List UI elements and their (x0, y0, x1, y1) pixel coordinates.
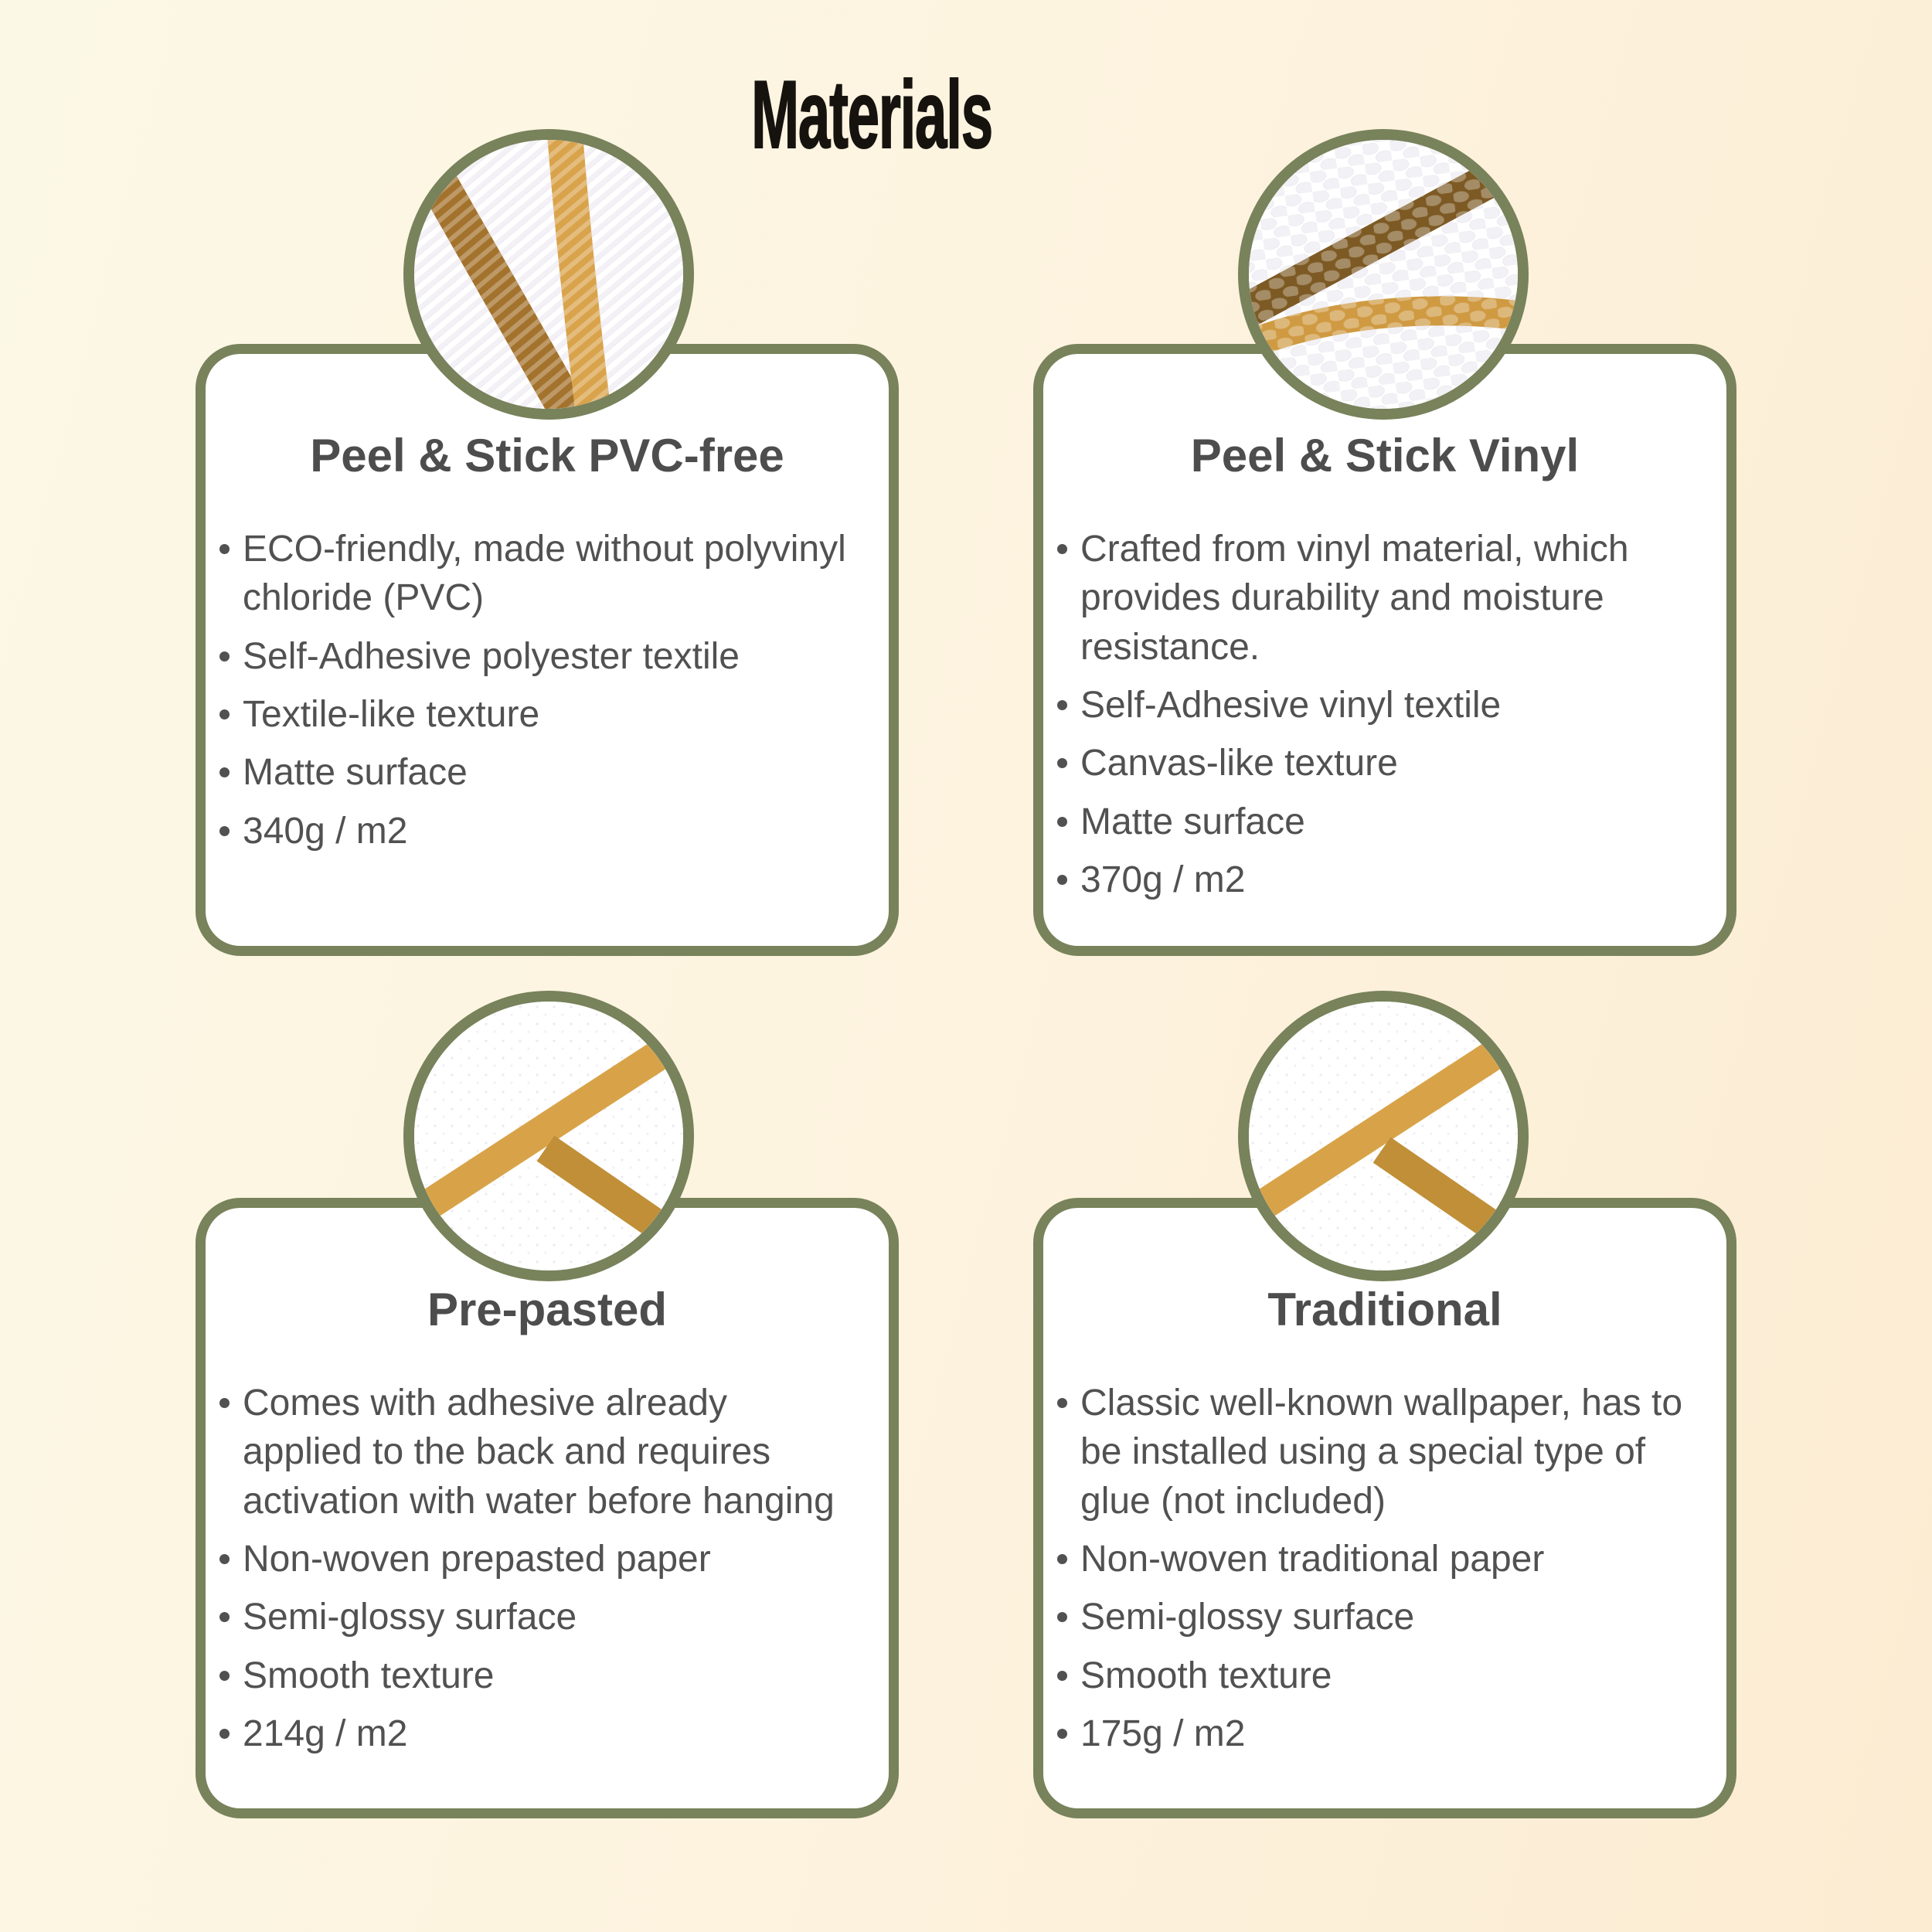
bullet-item: Matte surface (1080, 798, 1688, 846)
bullet-item: 175g / m2 (1080, 1709, 1688, 1758)
card-title-peel-stick-pvc-free: Peel & Stick PVC-free (310, 430, 784, 481)
bullet-list-pre-pasted (206, 1379, 889, 1759)
canvas-vinyl-graphic (1249, 140, 1518, 409)
swatch-smooth-paper-image-2 (1238, 991, 1529, 1281)
smooth-paper-graphic (414, 1002, 683, 1270)
bullet-item: Smooth texture (1080, 1651, 1688, 1700)
bullet-item: Smooth texture (243, 1651, 850, 1700)
card-peel-stick-pvc-free (196, 344, 899, 956)
woven-textile-graphic (414, 140, 683, 409)
bullet-item: Classic well-known wallpaper, has to be installed using a special type of glue (not included) (1080, 1379, 1688, 1526)
bullet-item: Self-Adhesive vinyl textile (1080, 681, 1688, 730)
bullet-item: Semi-glossy surface (243, 1593, 850, 1641)
bullet-item: Comes with adhesive already applied to the back and requires activation with water before hanging (243, 1379, 850, 1526)
card-traditional (1033, 1198, 1736, 1818)
swatch-woven-textile-image (403, 129, 694, 420)
card-title-pre-pasted: Pre-pasted (427, 1284, 668, 1335)
swatch-canvas-vinyl-image (1238, 129, 1529, 420)
swatch-smooth-paper-image (403, 991, 694, 1281)
bullet-item: Semi-glossy surface (1080, 1593, 1688, 1641)
bullet-item: Matte surface (243, 748, 850, 797)
card-pre-pasted (196, 1198, 899, 1818)
bullet-item: ECO-friendly, made without polyvinyl chloride (PVC) (243, 525, 850, 623)
page-title: Materials (751, 62, 992, 168)
bullet-item: 340g / m2 (243, 807, 850, 855)
bullet-item: 370g / m2 (1080, 855, 1688, 904)
card-title-peel-stick-vinyl: Peel & Stick Vinyl (1190, 430, 1580, 481)
bullet-item: Non-woven prepasted paper (243, 1535, 850, 1583)
bullet-item: Textile-like texture (243, 690, 850, 739)
bullet-item: Crafted from vinyl material, which provides durability and moisture resistance. (1080, 525, 1688, 672)
bullet-list-traditional (1043, 1379, 1726, 1759)
bullet-item: Canvas-like texture (1080, 739, 1688, 787)
bullet-list-peel-stick-pvc-free (206, 525, 889, 855)
bullet-item: Non-woven traditional paper (1080, 1535, 1688, 1583)
card-peel-stick-vinyl (1033, 344, 1736, 956)
bullet-item: 214g / m2 (243, 1709, 850, 1758)
smooth-paper-graphic-2 (1249, 1002, 1518, 1270)
card-title-traditional: Traditional (1267, 1284, 1502, 1335)
bullet-item: Self-Adhesive polyester textile (243, 632, 850, 681)
bullet-list-peel-stick-vinyl (1043, 525, 1726, 905)
